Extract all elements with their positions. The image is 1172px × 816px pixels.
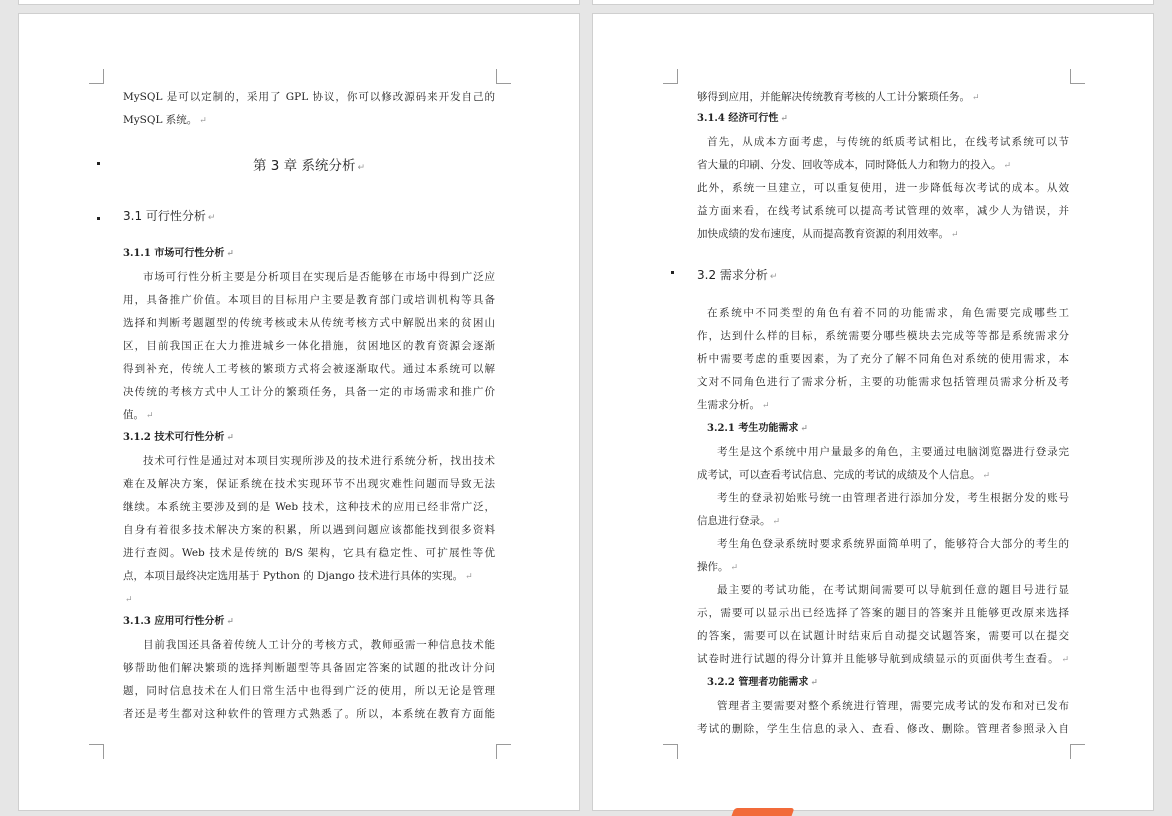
text-run: 示，需要可以显示出已经选择了答案的题目的答案并且能够更改原来选择 (697, 607, 1069, 619)
body-line (123, 707, 495, 721)
body-line (697, 181, 1069, 195)
text-run: 题，同时信息技术在人们日常生活中也得到广泛的使用，所以无论是管理 (123, 685, 495, 697)
body-line (697, 204, 1069, 218)
body-line (123, 684, 495, 698)
body-line (123, 638, 495, 652)
text-run: 难在及解决方案，保证系统在技术实现环节不出现灾难性问题而导致无法 (123, 478, 495, 490)
text-run: 操作。 (697, 561, 729, 573)
paragraph-mark-icon: ↵ (357, 163, 365, 173)
body-line (123, 362, 495, 376)
text-run: 得到补充，传统人工考核的繁琐方式将会被逐渐取代。通过本系统可以解 (123, 363, 495, 375)
paragraph-mark-icon: ↵ (146, 411, 154, 421)
paragraph-mark-icon: ↵ (226, 617, 234, 627)
text-run: 管理者主要需要对整个系统进行管理，需要完成考试的发布和对已发布 (717, 700, 1069, 712)
body-line (123, 477, 495, 491)
text-run: 3.1.2 技术可行性分析 (123, 432, 225, 443)
margin-corner-top-right (1070, 69, 1085, 84)
body-line (697, 445, 1069, 459)
text-run: 选择和判断考题题型的传统考核或未从传统考核方式中解脱出来的贫困山 (123, 317, 495, 329)
body-line (123, 523, 495, 537)
paragraph-mark-icon: ↵ (972, 93, 980, 103)
body-line (697, 583, 1069, 597)
text-run: 继续。本系统主要涉及到的是 Web 技术，这种技术的应用已经非常广泛， (123, 501, 495, 513)
paragraph-mark-icon: ↵ (1061, 655, 1069, 665)
body-line (123, 385, 495, 399)
text-run: 3.2.1 考生功能需求 (707, 423, 799, 434)
text-run: 加快成绩的发布速度，从而提高教育资源的利用效率。 (697, 228, 949, 240)
text-run: 文对不同角色进行了需求分析，主要的功能需求包括管理员需求分析及考 (697, 376, 1069, 388)
body-line (697, 329, 1069, 343)
paragraph-mark-icon: ↵ (125, 595, 133, 605)
paragraph-mark-icon: ↵ (810, 678, 818, 688)
text-run: 够得到应用，并能解决传统教育考核的人工计分繁琐任务。 (697, 91, 970, 103)
body-line (123, 500, 495, 514)
text-run: 信息进行登录。 (697, 515, 771, 527)
text-run: 析中需要考虑的重要因素，为了充分了解不同角色对系统的使用需求，本 (697, 353, 1069, 365)
body-line (697, 722, 1069, 736)
text-run: 作，达到什么样的目标，系统需要分哪些模块去完成等等都是系统需求分 (697, 330, 1069, 342)
text-run: 够帮助他们解决繁琐的选择判断题型等具备固定答案的试题的批改计分问 (123, 662, 495, 674)
text-run: 自身有着很多技术解决方案的积累，所以遇到问题应该都能找到很多资料 (123, 524, 495, 536)
heading-bullet-marker (671, 271, 674, 274)
body-line (697, 560, 1069, 575)
text-run: 市场可行性分析主要是分析项目在实现后是否能够在市场中得到广泛应 (143, 271, 495, 283)
empty-paragraph (123, 592, 495, 607)
text-run: 3.2 需求分析 (697, 268, 768, 282)
document-page-right[interactable] (593, 14, 1153, 810)
body-line (697, 135, 1069, 149)
text-run: 3.1.3 应用可行性分析 (123, 616, 225, 627)
body-line (697, 468, 1069, 483)
margin-corner-top-left (663, 69, 678, 84)
text-run: 省大量的印刷、分发、回收等成本，同时降低人力和物力的投入。 (697, 159, 1002, 171)
text-run: 决传统的考核方式中人工计分的繁琐任务，具备一定的市场需求和推广价 (123, 386, 495, 398)
body-line (123, 339, 495, 353)
text-run: 3.2.2 管理者功能需求 (707, 677, 809, 688)
text-run: 3.1.1 市场可行性分析 (123, 248, 225, 259)
text-run: 考生的登录初始账号统一由管理者进行添加分发，考生根据分发的账号 (717, 492, 1069, 504)
body-line (697, 629, 1069, 643)
margin-corner-top-left (89, 69, 104, 84)
paragraph-mark-icon: ↵ (780, 114, 788, 124)
previous-page-edge-right (593, 0, 1153, 4)
text-run: MySQL 系统。 (123, 114, 198, 126)
text-run: 3.1.4 经济可行性 (697, 113, 779, 124)
paragraph-mark-icon: ↵ (730, 563, 739, 573)
subsection-heading (123, 615, 234, 629)
body-line (697, 606, 1069, 620)
chapter-heading (123, 157, 495, 177)
subsection-heading (697, 112, 788, 126)
body-line (123, 454, 495, 468)
paragraph-mark-icon: ↵ (800, 424, 808, 434)
body-line (123, 661, 495, 675)
heading-bullet-marker (97, 162, 100, 165)
body-line (697, 491, 1069, 505)
body-line (123, 270, 495, 284)
text-run: 益方面来看，在线考试系统可以提高考试管理的效率，减少人为错误，并 (697, 205, 1069, 217)
section-heading (697, 267, 777, 285)
subsection-heading (707, 422, 808, 436)
body-line (697, 514, 1069, 529)
text-run: 点，本项目最终决定选用基于 Python 的 Django 技术进行具体的实现。 (123, 570, 464, 582)
text-run: 值。 (123, 409, 144, 421)
body-line (697, 652, 1069, 667)
body-line (123, 113, 495, 128)
subsection-heading (123, 247, 234, 261)
body-line (697, 699, 1069, 713)
text-run: 区，目前我国正在大力推进城乡一体化措施，贫困地区的教育资源会逐渐 (123, 340, 495, 352)
text-run: 试卷时进行试题的得分计算并且能够导航到成绩显示的页面供考生查看。 (697, 653, 1060, 665)
text-run: 第 3 章 系统分析 (252, 158, 356, 174)
text-run: 的答案，需要可以在试题计时结束后自动提交试题答案，需要可以在提交 (697, 630, 1069, 642)
text-run: 考生是这个系统中用户量最多的角色，主要通过电脑浏览器进行登录完 (717, 446, 1069, 458)
margin-corner-bottom-right (1070, 744, 1085, 759)
text-run: 进行查阅。Web 技术是传统的 B/S 架构，它具有稳定性、可扩展性等优 (123, 547, 495, 559)
text-run: 者还是考生都对这种软件的管理方式熟悉了。所以，本系统在教育方面能 (123, 708, 495, 720)
body-line (697, 352, 1069, 366)
text-run: 在系统中不同类型的角色有着不同的功能需求，角色需要完成哪些工 (707, 307, 1069, 319)
paragraph-mark-icon: ↵ (772, 517, 781, 527)
text-run: 用，具备推广价值。本项目的目标用户主要是教育部门或培训机构等具备 (123, 294, 495, 306)
body-line (697, 306, 1069, 320)
text-run: 技术可行性是通过对本项目实现所涉及的技术进行系统分析，找出技术 (143, 455, 495, 467)
body-line (697, 158, 1069, 173)
body-line (123, 408, 495, 423)
body-line (123, 90, 495, 104)
text-run: 3.1 可行性分析 (123, 209, 206, 223)
paragraph-mark-icon: ↵ (951, 230, 959, 240)
text-run: 生需求分析。 (697, 399, 760, 411)
margin-corner-bottom-right (496, 744, 511, 759)
margin-corner-top-right (496, 69, 511, 84)
body-line (697, 537, 1069, 551)
section-heading (123, 208, 215, 226)
document-page-left[interactable] (19, 14, 579, 810)
body-line (123, 569, 495, 584)
text-run: 考生角色登录系统时要求系统界面简单明了，能够符合大部分的考生的 (717, 538, 1069, 550)
heading-bullet-marker (97, 217, 100, 220)
text-run: MySQL 是可以定制的，采用了 GPL 协议，你可以修改源码来开发自己的 (123, 91, 495, 103)
text-run: 最主要的考试功能，在考试期间需要可以导航到任意的题目号进行显 (717, 584, 1069, 596)
text-run: 成考试，可以查看考试信息、完成的考试的成绩及个人信息。 (697, 469, 981, 481)
paragraph-mark-icon: ↵ (762, 401, 770, 411)
body-line (123, 546, 495, 560)
body-line (123, 316, 495, 330)
paragraph-mark-icon: ↵ (1003, 161, 1012, 171)
text-run: 此外，系统一旦建立，可以重复使用，进一步降低每次考试的成本。从效 (697, 182, 1069, 194)
body-line (697, 90, 1069, 105)
body-line (697, 398, 1069, 413)
subsection-heading (707, 676, 818, 690)
margin-corner-bottom-left (89, 744, 104, 759)
subsection-heading (123, 431, 234, 445)
body-line (697, 375, 1069, 389)
previous-page-edge-left (19, 0, 579, 4)
text-run: 目前我国还具备着传统人工计分的考核方式，教师亟需一种信息技术能 (143, 639, 495, 651)
paragraph-mark-icon: ↵ (226, 433, 234, 443)
margin-corner-bottom-left (663, 744, 678, 759)
paragraph-mark-icon: ↵ (982, 471, 991, 481)
paragraph-mark-icon: ↵ (465, 572, 473, 582)
body-line (123, 293, 495, 307)
text-run: 考试的删除，学生生信息的录入、查看、修改、删除。管理者参照录入自 (697, 723, 1069, 735)
paragraph-mark-icon: ↵ (226, 249, 234, 259)
paragraph-mark-icon: ↵ (769, 272, 778, 282)
text-run: 首先，从成本方面考虑，与传统的纸质考试相比，在线考试系统可以节 (707, 136, 1069, 148)
paragraph-mark-icon: ↵ (207, 213, 216, 223)
body-line (697, 227, 1069, 242)
paragraph-mark-icon: ↵ (199, 116, 207, 126)
